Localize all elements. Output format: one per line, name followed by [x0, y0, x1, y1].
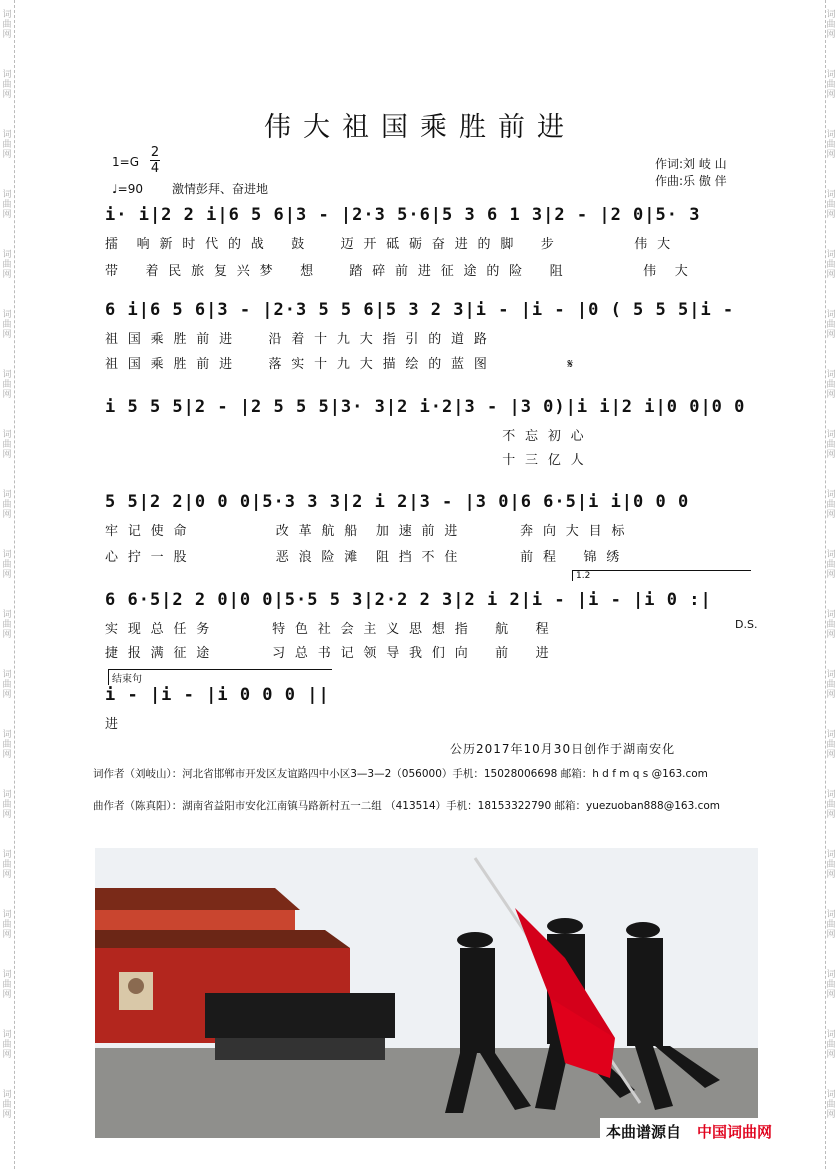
tempo-mark [112, 182, 143, 196]
lyric-verse-2: 十 三 亿 人 [105, 453, 585, 468]
watermark-text: 词曲网 [826, 610, 836, 640]
watermark-text: 词曲网 [826, 1030, 836, 1060]
tempo-value: =90 [117, 182, 143, 196]
watermark-text: 词曲网 [826, 850, 836, 880]
watermark-text: 词曲网 [826, 190, 836, 220]
key-signature: 1=G [112, 155, 139, 169]
watermark-text: 词曲网 [826, 70, 836, 100]
watermark-text: 词曲网 [2, 670, 12, 700]
notation: 6 i|6 5 6|3 - |2·3 5 5 6|5 3 2 3|i - |i - |0 ( 5 5 5|i - [105, 300, 735, 320]
watermark-text: 词曲网 [2, 130, 12, 160]
credit-label: 本曲谱源自 [606, 1122, 682, 1141]
volta-bracket: 1.2 [572, 570, 751, 581]
dal-segno: D.S. [735, 618, 758, 631]
watermark-text: 词曲网 [826, 10, 836, 40]
source-credit [600, 1118, 816, 1144]
watermark-text: 词曲网 [2, 910, 12, 940]
notation: 5 5|2 2|0 0 0|5·3 3 3|2 i 2|3 - |3 0|6 6·5|i i|0 0 0 [105, 492, 690, 512]
lyric-verse-1: 不 忘 初 心 [105, 429, 585, 444]
composer: 作曲:乐 傲 伴 [655, 174, 727, 188]
watermark-text: 词曲网 [2, 1090, 12, 1120]
watermark-text: 词曲网 [2, 550, 12, 580]
quarter-note-icon: ♩ [112, 182, 118, 196]
watermark-text: 词曲网 [2, 430, 12, 460]
watermark-text: 词曲网 [2, 310, 12, 340]
watermark-text: 词曲网 [2, 490, 12, 520]
notation: i 5 5 5|2 - |2 5 5 5|3· 3|2 i·2|3 - |3 0)|i i|2 i|0 0|0 0 [105, 397, 746, 417]
watermark-text: 词曲网 [826, 250, 836, 280]
lyric-verse-1: 祖 国 乘 胜 前 进 沿 着 十 九 大 指 引 的 道 路 [105, 332, 488, 347]
watermark-text: 词曲网 [2, 730, 12, 760]
notation: i· i|2 2 i|6 5 6|3 - |2·3 5·6|5 3 6 1 3|2 - |2 0|5· 3 [105, 205, 701, 225]
watermark-text: 词曲网 [826, 790, 836, 820]
expression-mark: 激情彭拜、奋进地 [172, 182, 269, 196]
song-title: 伟大祖国乘胜前进 [264, 112, 576, 143]
watermark-text: 词曲网 [826, 430, 836, 460]
lyric-verse-2: 捷 报 满 征 途 习 总 书 记 领 导 我 们 向 前 进 [105, 646, 550, 661]
lyric-verse-2: 心 拧 一 股 恶 浪 险 滩 阻 挡 不 住 前 程 锦 绣 [105, 550, 621, 565]
watermark-text: 词曲网 [826, 550, 836, 580]
time-top: 2 [150, 145, 160, 160]
lyric-verse-1: 进 [105, 717, 120, 732]
watermark-text: 词曲网 [826, 670, 836, 700]
time-signature [150, 145, 160, 176]
watermark-text: 词曲网 [2, 370, 12, 400]
lyric-verse-2: 带 着 民 旅 复 兴 梦 想 踏 碎 前 进 征 途 的 险 阻 伟 大 [105, 264, 689, 279]
watermark-text: 词曲网 [2, 790, 12, 820]
lyric-verse-1: 牢 记 使 命 改 革 航 船 加 速 前 进 奔 向 大 目 标 [105, 524, 626, 539]
credit-site[interactable]: 中国词曲网 [697, 1122, 773, 1141]
watermark-text: 词曲网 [2, 970, 12, 1000]
honor-guard-photo [95, 848, 758, 1138]
watermark-text: 词曲网 [826, 490, 836, 520]
watermark-text: 词曲网 [2, 250, 12, 280]
watermark-text: 词曲网 [826, 370, 836, 400]
watermark-text: 词曲网 [2, 70, 12, 100]
coda-bracket: 结束句 [108, 669, 332, 685]
watermark-text: 词曲网 [2, 610, 12, 640]
lyric-verse-1: 擂 响 新 时 代 的 战 鼓 迈 开 砥 砺 奋 进 的 脚 步 伟 大 [105, 237, 672, 252]
lyricist: 作词:刘 岐 山 [655, 157, 727, 171]
notation: 6 6·5|2 2 0|0 0|5·5 5 3|2·2 2 3|2 i 2|i - |i - |i 0 :| [105, 590, 712, 610]
watermark-text: 词曲网 [826, 1090, 836, 1120]
composer-contact: 曲作者（陈真阳）：湖南省益阳市安化江南镇马路新村五一二组 （413514）手机：18153322790 邮箱：yuezuoban888@163.com [93, 800, 721, 812]
watermark-text: 词曲网 [2, 10, 12, 40]
watermark-text: 词曲网 [2, 1030, 12, 1060]
notation: i - |i - |i 0 0 0 || [105, 685, 330, 705]
lyric-verse-1: 实 现 总 任 务 特 色 社 会 主 义 思 想 指 航 程 [105, 622, 550, 637]
watermark-text: 词曲网 [826, 910, 836, 940]
creation-date: 公历2017年10月30日创作于湖南安化 [450, 742, 676, 756]
lyricist-contact: 词作者（刘岐山）：河北省邯郸市开发区友谊路四中小区3—3—2（056000）手机：15028006698 邮箱：h d f m q s @163.com [93, 768, 708, 780]
watermark-text: 词曲网 [826, 130, 836, 160]
lyric-verse-2: 祖 国 乘 胜 前 进 落 实 十 九 大 描 绘 的 蓝 图 𝄋 [105, 357, 574, 372]
watermark-text: 词曲网 [826, 970, 836, 1000]
photo-illustration [95, 848, 758, 1138]
watermark-text: 词曲网 [826, 310, 836, 340]
watermark-text: 词曲网 [2, 850, 12, 880]
watermark-text: 词曲网 [826, 730, 836, 760]
time-bottom: 4 [150, 161, 160, 176]
watermark-text: 词曲网 [2, 190, 12, 220]
